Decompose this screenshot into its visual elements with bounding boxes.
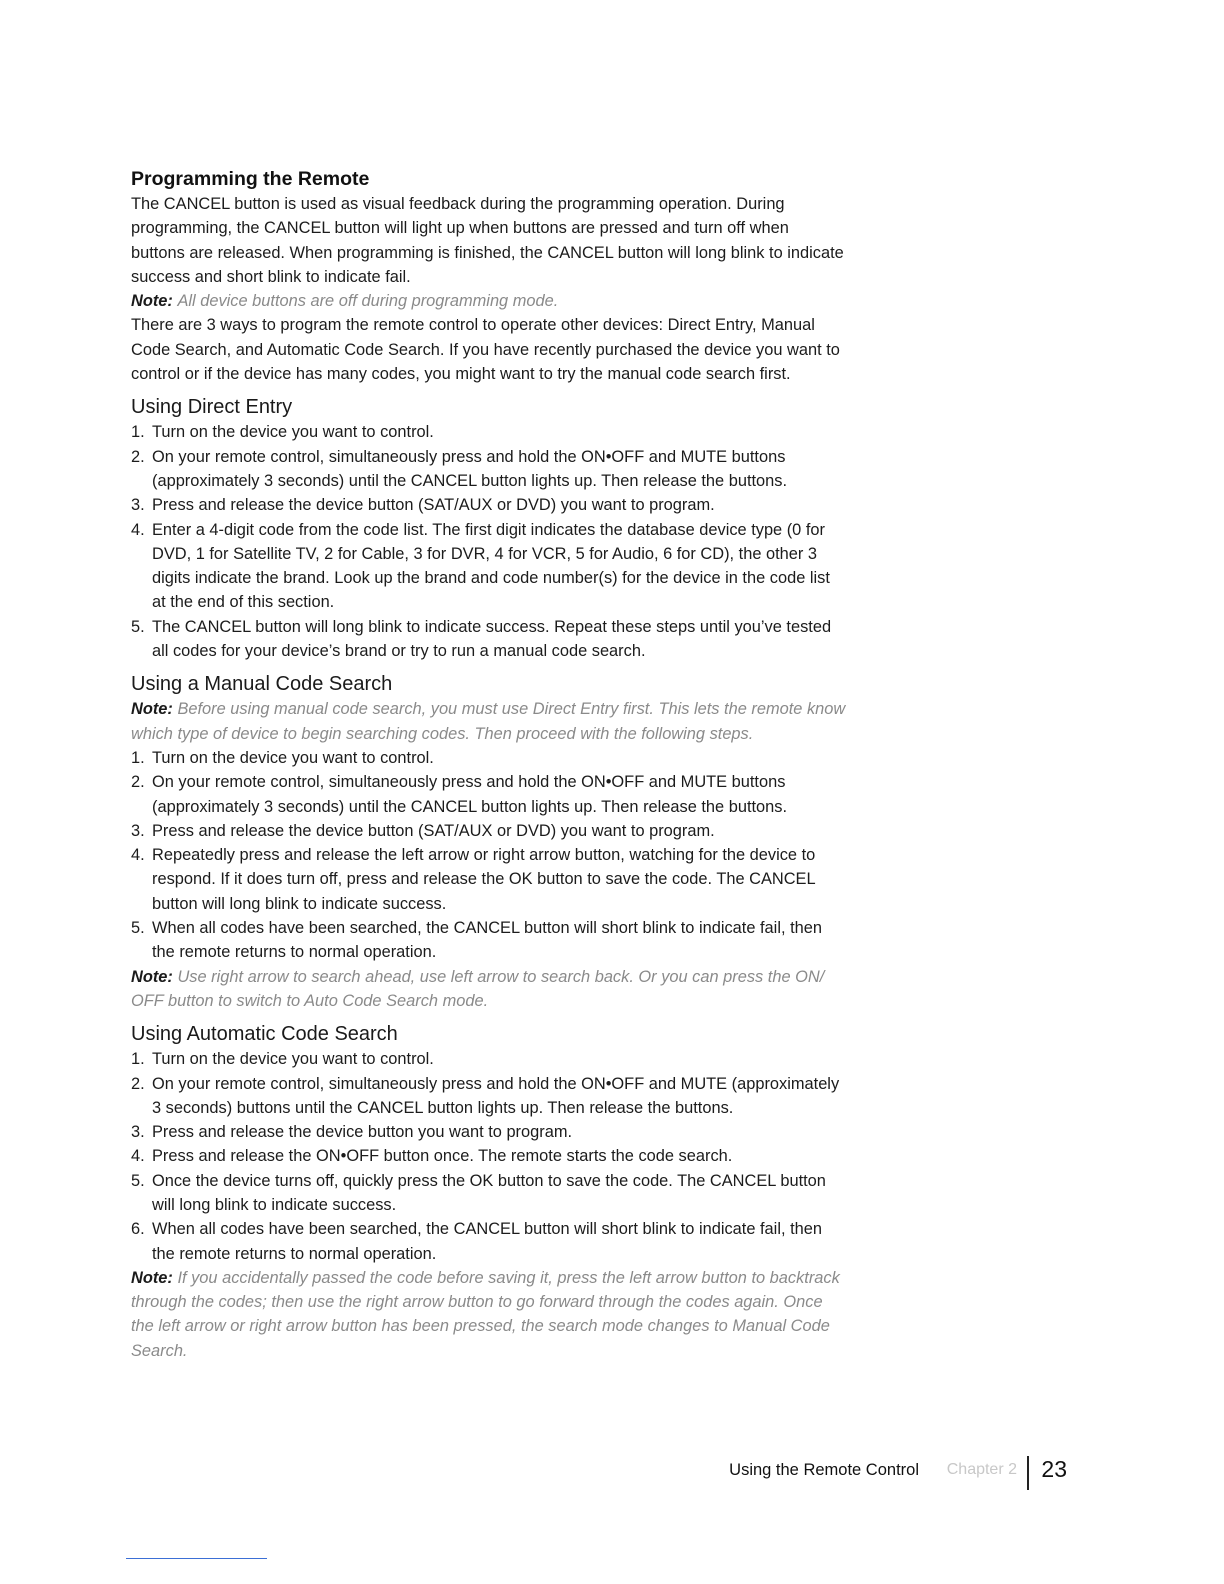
step-text: Press and release the device button (SAT/AUX or DVD) you want to program. [152,496,715,515]
list-item [131,843,847,916]
note-text: Use right arrow to search ahead, use left arrow to search back. Or you can press the ON/ OFF button to switch to Auto Code Search mode. [131,967,825,1010]
step-number: 1. [131,748,145,767]
step-number: 1. [131,423,145,442]
bottom-rule [126,1558,267,1559]
list-item [131,1217,847,1266]
section-title-programming: Programming the Remote [131,168,370,190]
note-device-buttons [131,289,847,313]
step-number: 2. [131,773,145,792]
page-content [131,166,847,1363]
note-label: Note: [131,292,173,311]
footer-chapter: Chapter 2 [946,1461,1017,1478]
step-text: Enter a 4-digit code from the code list. The first digit indicates the database device type (0 for DVD, 1 for Satellite TV, 2 for Cable, 3 for DVR, 4 for VCR, 5 for Audio, 6 for CD), the other 3 digits indicate the brand. Look up the brand and code number(s) for the device in the code list at the end of this section. [152,520,830,612]
step-number: 4. [131,846,145,865]
step-number: 5. [131,1171,145,1190]
step-text: Press and release the device button you want to program. [152,1123,573,1142]
step-text: Repeatedly press and release the left arrow or right arrow button, watching for the device to respond. If it does turn off, press and release the OK button to save the code. The CANCEL button will long blink to indicate success. [152,846,816,913]
list-item [131,770,847,819]
list-item [131,746,847,770]
note-text: Before using manual code search, you must use Direct Entry first. This lets the remote know which type of device to begin searching codes. Then proceed with the following steps. [131,700,846,743]
list-item [131,493,847,517]
step-number: 5. [131,919,145,938]
automatic-search-steps [131,1047,847,1266]
step-text: When all codes have been searched, the CANCEL button will short blink to indicate fail, then the remote returns to normal operation. [152,1220,822,1263]
note-manual-prereq [131,697,847,746]
step-number: 6. [131,1220,145,1239]
step-text: Turn on the device you want to control. [152,423,434,442]
note-label: Note: [131,1268,173,1287]
list-item [131,445,847,494]
step-number: 3. [131,1123,145,1142]
intro-paragraph: The CANCEL button is used as visual feedback during the programming operation. During programming, the CANCEL button will light up when buttons are pressed and turn off when buttons are released. When programming is finished, the CANCEL button will long blink to indicate success and short blink to indicate fail. [131,195,844,286]
footer-divider [1027,1456,1029,1490]
note-text: All device buttons are off during programming mode. [177,292,559,311]
step-text: Turn on the device you want to control. [152,1050,434,1069]
step-text: Press and release the ON•OFF button once. The remote starts the code search. [152,1147,733,1166]
list-item [131,518,847,615]
step-number: 5. [131,617,145,636]
step-number: 1. [131,1050,145,1069]
step-number: 2. [131,447,145,466]
step-text: On your remote control, simultaneously press and hold the ON•OFF and MUTE buttons (approximately 3 seconds) until the CANCEL button lights up. Then release the buttons. [152,447,788,490]
step-text: Once the device turns off, quickly press the OK button to save the code. The CANCEL button will long blink to indicate success. [152,1171,826,1214]
list-item [131,1047,847,1071]
list-item [131,1072,847,1121]
step-text: On your remote control, simultaneously press and hold the ON•OFF and MUTE buttons (approximately 3 seconds) until the CANCEL button lights up. Then release the buttons. [152,773,788,816]
ways-paragraph: There are 3 ways to program the remote control to operate other devices: Direct Entry, Manual Code Search, and Automatic Code Search. If you have recently purchased the device you want to control or if the device has many codes, you might want to try the manual code search first. [131,316,840,384]
step-text: Turn on the device you want to control. [152,748,434,767]
step-text: When all codes have been searched, the CANCEL button will short blink to indicate fail, then the remote returns to normal operation. [152,919,822,962]
direct-entry-steps [131,420,847,663]
page-number: 23 [1041,1456,1067,1482]
section-title-automatic-search: Using Automatic Code Search [131,1023,398,1046]
step-text: The CANCEL button will long blink to indicate success. Repeat these steps until you’ve tested all codes for your device’s brand or try to run a manual code search. [152,617,832,661]
step-number: 3. [131,821,145,840]
step-text: Press and release the device button (SAT/AUX or DVD) you want to program. [152,821,715,840]
note-manual-arrows [131,965,847,1014]
note-automatic-backtrack [131,1266,847,1363]
list-item [131,916,847,965]
list-item [131,1144,847,1168]
list-item [131,1120,847,1144]
step-number: 3. [131,496,145,515]
section-title-manual-search: Using a Manual Code Search [131,673,393,696]
list-item [131,615,847,664]
note-label: Note: [131,700,173,719]
section-title-direct-entry: Using Direct Entry [131,396,293,419]
page-footer [700,1456,1070,1492]
list-item [131,819,847,843]
footer-title: Using the Remote Control [729,1461,919,1479]
note-label: Note: [131,967,173,986]
list-item [131,420,847,444]
step-number: 4. [131,520,145,539]
note-text: If you accidentally passed the code before saving it, press the left arrow button to backtrack through the codes; then use the right arrow button to go forward through the codes again. Once the left arrow or right arrow button has been pressed, the search mode changes to Manual Code Search. [131,1268,840,1360]
step-number: 2. [131,1074,145,1093]
step-number: 4. [131,1147,145,1166]
manual-search-steps [131,746,847,965]
list-item [131,1169,847,1218]
step-text: On your remote control, simultaneously press and hold the ON•OFF and MUTE (approximately 3 seconds) buttons until the CANCEL button lights up. Then release the buttons. [152,1074,840,1117]
